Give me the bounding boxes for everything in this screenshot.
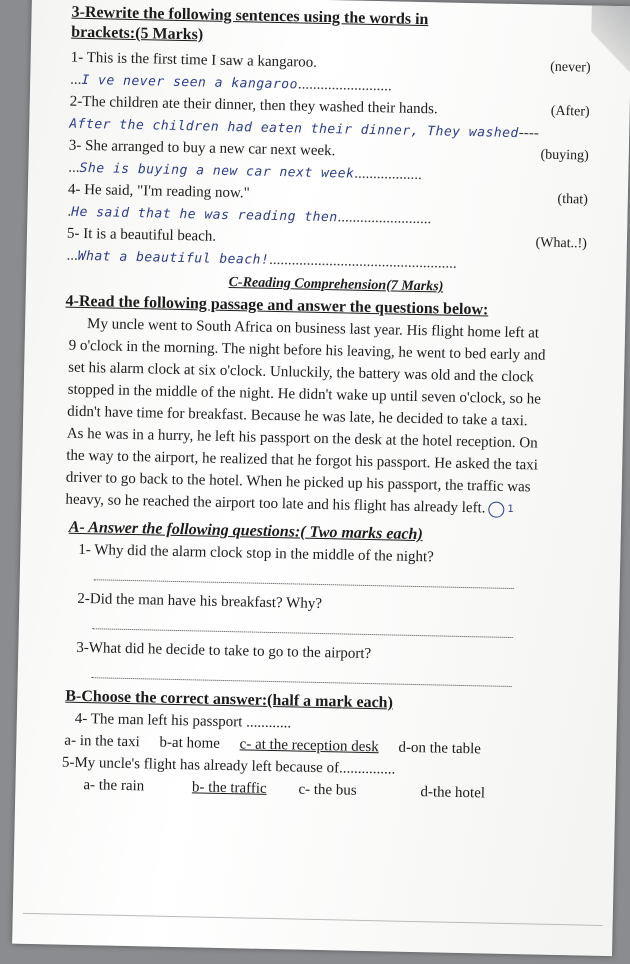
reading-passage xyxy=(65,313,549,521)
mcq-4-option-a[interactable]: a- in the taxi xyxy=(64,732,140,751)
item-prompt: He said, "I'm reading now." xyxy=(83,181,250,202)
exam-content xyxy=(55,3,611,807)
mcq-5-stem: 5-My uncle's flight has already left because of............... xyxy=(61,754,396,778)
item-answer: What a beautiful beach! xyxy=(77,248,270,268)
mcq-5-option-a[interactable]: a- the rain xyxy=(83,777,145,795)
item-number: 1- xyxy=(70,49,84,66)
question-2: 2-Did the man have his breakfast? Why? xyxy=(77,590,323,613)
item-hint: (never) xyxy=(550,59,591,76)
rewrite-item-5: 5- It is a beautiful beach. (What..!) ...What a beautiful beach!.................................................. xyxy=(66,225,588,272)
item-hint: (that) xyxy=(557,191,588,208)
item-answer: After the children had eaten their dinner, They washed xyxy=(69,116,519,142)
rewrite-item-4: 4- He said, "I'm reading now." (that) .He said that he was reading then......................... xyxy=(67,181,588,228)
mcq-4-option-d[interactable]: d-on the table xyxy=(398,739,482,758)
question-3: 3-What did he decide to take to go to the airport? xyxy=(76,639,372,663)
item-answer: I ve never seen a kangaroo xyxy=(81,72,299,93)
question-1: 1- Why did the alarm clock stop in the middle of the night? xyxy=(78,541,434,566)
partA-questions xyxy=(58,539,601,689)
item-prompt: She arranged to buy a new car next week. xyxy=(84,137,336,160)
item-hint: (buying) xyxy=(540,147,589,164)
item-hint: (After) xyxy=(550,103,590,120)
mcq-5-option-b[interactable]: b- the traffic xyxy=(191,779,267,797)
mcq-5-option-c[interactable]: c- the bus xyxy=(298,781,357,799)
rewrite-item-1: 1- This is the first time I saw a kangaroo. (never) ...I ve never seen a kangaroo......................... xyxy=(70,49,591,95)
exam-paper xyxy=(12,0,630,956)
partB-questions xyxy=(55,708,597,807)
item-prompt: This is the first time I saw a kangaroo. xyxy=(86,49,318,71)
item-number: 4- xyxy=(67,181,81,198)
mcq-4-option-b[interactable]: b-at home xyxy=(159,734,221,752)
partB-title-text: B-Choose the correct answer:(half a mark each) xyxy=(65,687,394,712)
rewrite-items xyxy=(66,47,610,278)
passage-text: My uncle went to South Africa on business last year. His flight home left at 9 o'clock in the morning. The night before his leaving, he went to bed early and set his alarm clock at six o'clock. Unluckily, the battery was old and the clock stopped in the middle of the night. He didn't wake up until seven o'clock, so he didn't have time for breakfast. Because he was late, he decided to take a taxi. As he was in a hurry, he left his passport on the desk at the hotel reception. On the way to the airport, he realized that he forgot his passport. He asked the taxi driver to go back to the hotel. When he picked up his passport, the traffic was heavy, so he reached the airport too late and his flight has already left. xyxy=(65,316,546,517)
item-number: 3- xyxy=(68,137,82,154)
partA-title-text: A- Answer the following questions:( Two marks each) xyxy=(68,518,423,544)
margin-mark: 1 xyxy=(488,501,504,517)
item-number: 5- xyxy=(66,225,80,242)
item-number: 2- xyxy=(69,93,83,110)
rewrite-item-2: 2-The children ate their dinner, then they washed their hands. (After) After the children had eaten their dinner, They washed---- xyxy=(69,93,590,142)
reading-title-text: C-Reading Comprehension(7 Marks) xyxy=(228,275,444,295)
mcq-4-stem: 4- The man left his passport ............ xyxy=(74,710,292,732)
mcq-4-option-c[interactable]: c- at the reception desk xyxy=(239,736,379,756)
mcq-5-option-d[interactable]: d-the hotel xyxy=(420,784,486,802)
item-prompt: The children ate their dinner, then they washed their hands. xyxy=(82,93,438,118)
rewrite-item-3: 3- She arranged to buy a new car next week. (buying) ...She is buying a new car next week.................. xyxy=(68,137,589,184)
item-answer: She is buying a new car next week xyxy=(79,160,355,182)
section3-title-text: 3-Rewrite the following sentences using the words in brackets:(5 Marks) xyxy=(71,3,429,44)
item-answer: He said that he was reading then xyxy=(71,204,338,226)
item-prompt: It is a beautiful beach. xyxy=(83,225,217,245)
reading-instruction-text: 4-Read the following passage and answer the questions below: xyxy=(65,292,489,319)
bottom-rule xyxy=(23,913,603,926)
item-hint: (What..!) xyxy=(535,235,588,252)
